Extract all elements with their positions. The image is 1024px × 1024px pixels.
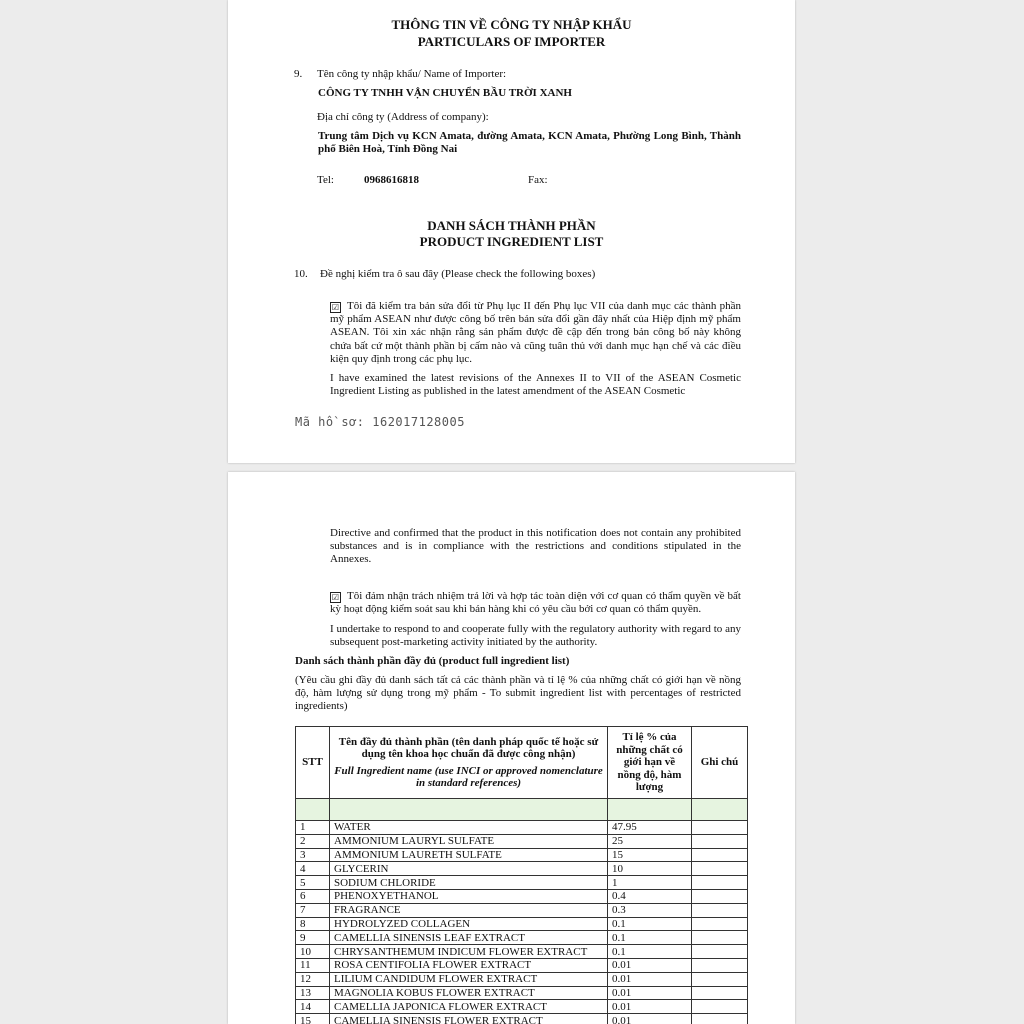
cell-note [692,972,748,986]
cell-ratio: 47.95 [608,821,692,835]
cell-stt: 8 [296,917,330,931]
list-title-vi: DANH SÁCH THÀNH PHẦN [427,218,596,233]
cell-stt: 3 [296,848,330,862]
table-band-row [296,799,748,821]
importer-name-label: Tên công ty nhập khẩu/ Name of Importer: [317,68,507,80]
item9-number: 9. [294,68,303,80]
cell-ingredient-name: CAMELLIA SINENSIS FLOWER EXTRACT [330,1014,608,1024]
table-header-row [296,727,748,799]
fax-label: Fax: [528,174,548,186]
ingredient-table [295,726,748,1024]
cell-ingredient-name: CAMELLIA SINENSIS LEAF EXTRACT [330,931,608,945]
company-name: CÔNG TY TNHH VẬN CHUYỂN BẦU TRỜI XANH [318,87,572,99]
cell-note [692,945,748,959]
cell-note [692,917,748,931]
table-row [296,917,748,931]
cell-stt: 6 [296,889,330,903]
cell-note [692,931,748,945]
cell-ratio: 0.1 [608,931,692,945]
table-row [296,876,748,890]
cell-note [692,889,748,903]
table-row [296,848,748,862]
cell-ingredient-name: GLYCERIN [330,862,608,876]
cell-ingredient-name: MAGNOLIA KOBUS FLOWER EXTRACT [330,986,608,1000]
cell-ingredient-name: LILIUM CANDIDUM FLOWER EXTRACT [330,972,608,986]
cell-note [692,1000,748,1014]
declaration-2-en: I undertake to respond to and cooperate fully with the regulatory authority with regard to any subsequent post-marketing activity initiated by the authority. [330,623,741,649]
cell-stt: 1 [296,821,330,835]
cell-stt: 11 [296,958,330,972]
tel-value: 0968616818 [364,174,419,186]
item10-number: 10. [294,268,308,280]
cell-stt: 9 [296,931,330,945]
cell-stt: 12 [296,972,330,986]
document-page-2 [228,472,795,1024]
table-row [296,834,748,848]
cell-stt: 2 [296,834,330,848]
tel-label: Tel: [317,174,334,186]
cell-ingredient-name: HYDROLYZED COLLAGEN [330,917,608,931]
table-row [296,862,748,876]
col-header-name [330,727,608,799]
file-code: Mã hồ sơ: 162017128005 [295,415,465,429]
cell-ingredient-name: AMMONIUM LAURETH SULFATE [330,848,608,862]
cell-stt: 13 [296,986,330,1000]
cell-ingredient-name: SODIUM CHLORIDE [330,876,608,890]
cell-ratio: 25 [608,834,692,848]
cell-ratio: 0.01 [608,972,692,986]
cell-ratio: 10 [608,862,692,876]
cell-ingredient-name: ROSA CENTIFOLIA FLOWER EXTRACT [330,958,608,972]
col-header-note: Ghi chú [692,727,748,799]
col-header-stt: STT [296,727,330,799]
cell-note [692,862,748,876]
declaration-2-vi: ☑ Tôi đảm nhận trách nhiệm trả lời và hợp tác toàn diện với cơ quan có thẩm quyền về bất kỳ hoạt động kiểm soát sau khi bán hàng khi có yêu cầu bởi cơ quan có thẩm quyền. [330,590,741,616]
cell-ratio: 0.01 [608,958,692,972]
cell-ratio: 0.01 [608,1014,692,1024]
cell-ratio: 0.01 [608,986,692,1000]
col-header-name-en: Full Ingredient name (use INCI or approved nomenclature in standard references) [334,764,603,789]
cell-stt: 4 [296,862,330,876]
col-header-name-vi: Tên đầy đủ thành phần (tên danh pháp quốc tế hoặc sử dụng tên khoa học chuẩn đã được công nhận) [338,735,599,760]
cell-ingredient-name: PHENOXYETHANOL [330,889,608,903]
cell-ingredient-name: FRAGRANCE [330,903,608,917]
cell-stt: 5 [296,876,330,890]
document-page-1 [228,0,795,463]
checkbox-checked-icon: ☑ [331,593,340,602]
cell-note [692,1014,748,1024]
cell-ingredient-name: CAMELLIA JAPONICA FLOWER EXTRACT [330,1000,608,1014]
cell-note [692,958,748,972]
cell-stt: 15 [296,1014,330,1024]
table-row [296,958,748,972]
cell-ratio: 0.01 [608,1000,692,1014]
importer-title-vi: THÔNG TIN VỀ CÔNG TY NHẬP KHẨU [391,17,632,32]
declaration-1-en-continued: Directive and confirmed that the product in this notification does not contain any prohibited substances and is in compliance with the restrictions and conditions stipulated in the Annexes. [330,527,741,566]
cell-ratio: 15 [608,848,692,862]
table-row [296,972,748,986]
table-row [296,1014,748,1024]
col-header-ratio: Tỉ lệ % của những chất có giới hạn về nồng độ, hàm lượng [608,727,692,799]
declaration-1-en: I have examined the latest revisions of the Annexes II to VII of the ASEAN Cosmetic Ingredient Listing as published in the latest amendment of the ASEAN Cosmetic [330,372,741,398]
table-row [296,821,748,835]
cell-ratio: 0.1 [608,917,692,931]
cell-note [692,848,748,862]
table-row [296,986,748,1000]
check-boxes-label: Đề nghị kiểm tra ô sau đây (Please check the following boxes) [320,268,596,280]
cell-ingredient-name: WATER [330,821,608,835]
declaration-1-vi: ☑ Tôi đã kiểm tra bản sửa đổi từ Phụ lục II đến Phụ lục VII của danh mục các thành phần mỹ phẩm ASEAN như được công bố trên bản sửa đổi gần đây nhất của Hiệp định mỹ phẩm ASEAN. Tôi xin xác nhận rằng sản phẩm được đề cập đến trong bản công bố này không chứa bất cứ một thành phần bị cấm nào và cũng tuân thủ với danh mục hạn chế và các điều kiện quy định trong các phụ lục. [330,300,741,365]
table-row [296,945,748,959]
cell-stt: 14 [296,1000,330,1014]
full-list-note: (Yêu cầu ghi đầy đủ danh sách tất cả các thành phần và tỉ lệ % của những chất có giới hạn về nồng độ, hàm lượng sử dụng trong mỹ phẩm - To submit ingredient list with percentages of restricted ingredients) [295,674,741,713]
cell-stt: 7 [296,903,330,917]
company-address: Trung tâm Dịch vụ KCN Amata, đường Amata, KCN Amata, Phường Long Bình, Thành phố Biên Hoà, Tỉnh Đồng Nai [318,130,741,156]
cell-note [692,834,748,848]
cell-ratio: 0.4 [608,889,692,903]
cell-note [692,903,748,917]
cell-stt: 10 [296,945,330,959]
checkbox-checked-icon: ☑ [331,303,340,312]
cell-ingredient-name: CHRYSANTHEMUM INDICUM FLOWER EXTRACT [330,945,608,959]
cell-note [692,876,748,890]
full-list-heading: Danh sách thành phần đầy đủ (product full ingredient list) [295,655,570,667]
address-label: Địa chỉ công ty (Address of company): [317,111,489,123]
cell-note [692,821,748,835]
cell-note [692,986,748,1000]
table-row [296,903,748,917]
cell-ratio: 0.1 [608,945,692,959]
cell-ratio: 0.3 [608,903,692,917]
table-row [296,889,748,903]
table-row [296,931,748,945]
cell-ratio: 1 [608,876,692,890]
cell-ingredient-name: AMMONIUM LAURYL SULFATE [330,834,608,848]
importer-title-en: PARTICULARS OF IMPORTER [417,34,606,49]
table-row [296,1000,748,1014]
list-title-en: PRODUCT INGREDIENT LIST [419,234,604,249]
